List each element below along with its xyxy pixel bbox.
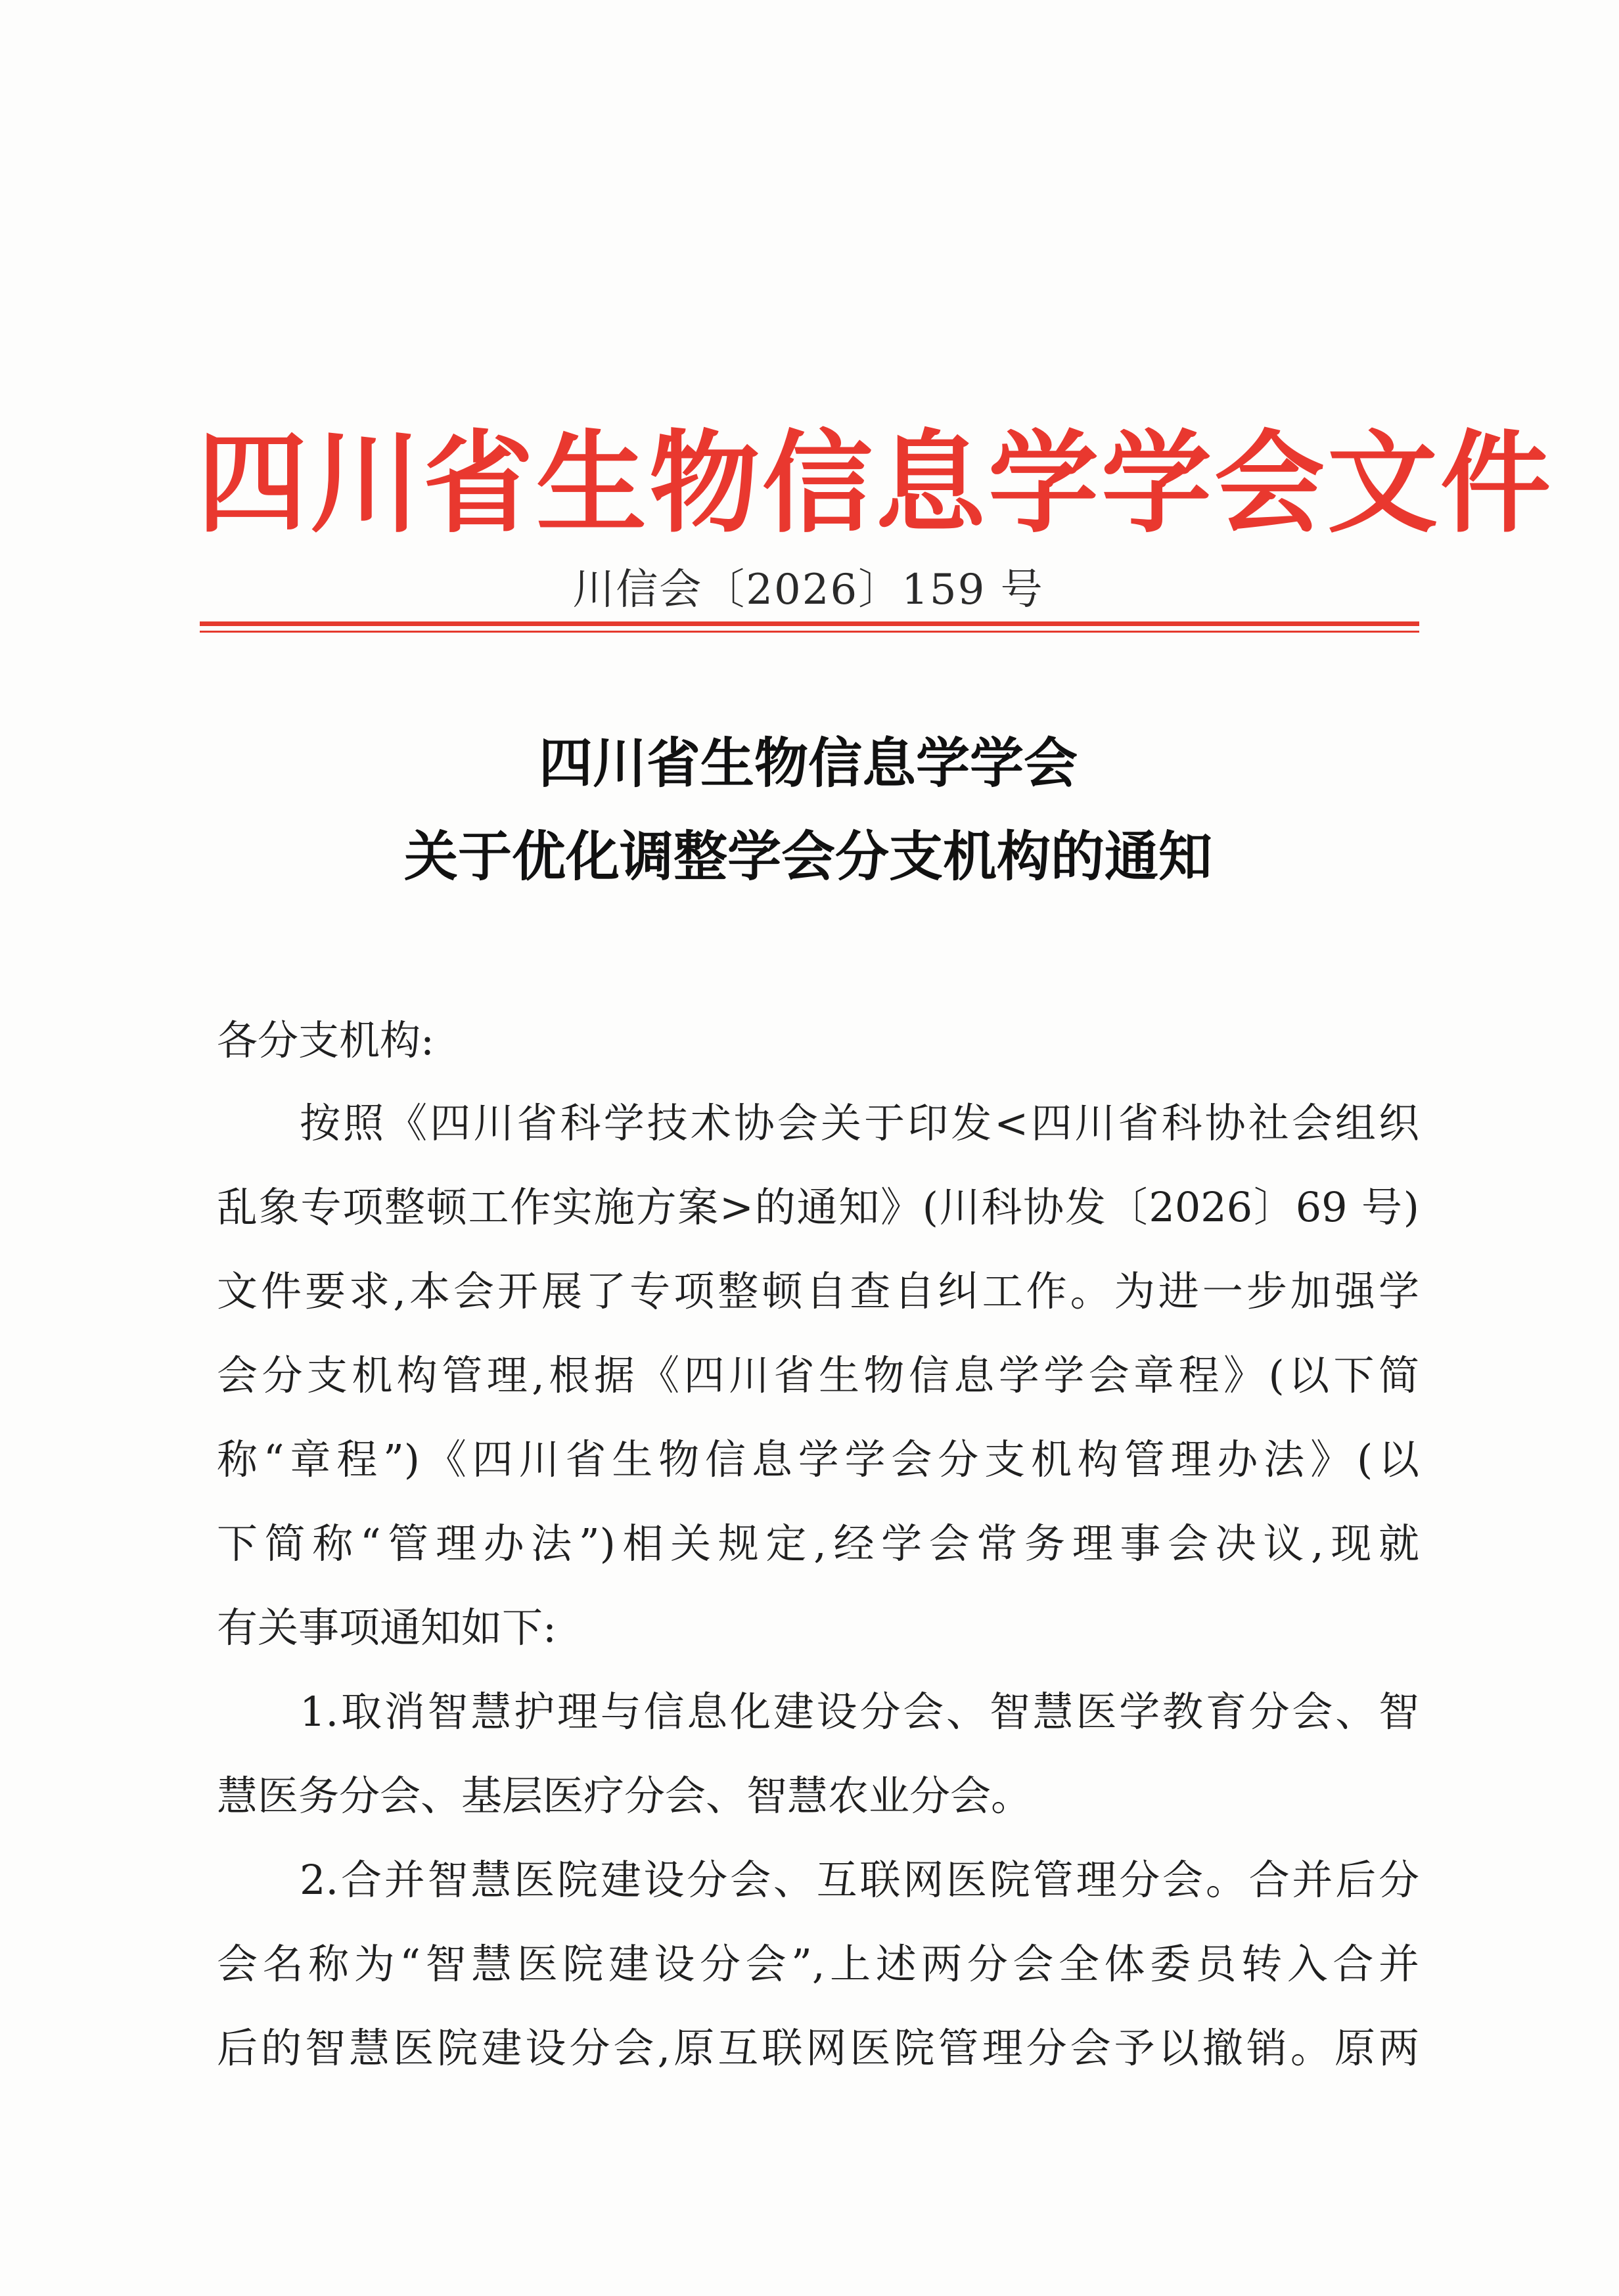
body-line: 2.合并智慧医院建设分会、互联网医院管理分会。合并后分 <box>300 1856 1419 1904</box>
notice-title-line-2: 关于优化调整学会分支机构的通知 <box>403 826 1212 888</box>
body-line: 慧医务分会、基层医疗分会、智慧农业分会。 <box>217 1772 1032 1820</box>
body-line: 下简称“管理办法”)相关规定,经学会常务理事会决议,现就 <box>217 1519 1419 1567</box>
body-line: 会分支机构管理,根据《四川省生物信息学学会章程》(以下简 <box>217 1351 1419 1399</box>
body-line: 称“章程”)《四川省生物信息学学会分支机构管理办法》(以 <box>217 1435 1419 1483</box>
org-document-title: 四川省生物信息学学会文件 <box>197 418 1553 548</box>
salutation: 各分支机构: <box>217 1016 434 1064</box>
body-line: 1.取消智慧护理与信息化建设分会、智慧医学教育分会、智 <box>300 1688 1419 1736</box>
red-separator-thin <box>200 631 1419 633</box>
body-line: 按照《四川省科学技术协会关于印发<四川省科协社会组织 <box>300 1099 1419 1147</box>
body-line: 后的智慧医院建设分会,原互联网医院管理分会予以撤销。原两 <box>217 2024 1419 2072</box>
body-line: 会名称为“智慧医院建设分会”,上述两分会全体委员转入合并 <box>217 1940 1419 1988</box>
notice-title-line-1: 四川省生物信息学学会 <box>538 732 1078 795</box>
body-line: 有关事项通知如下: <box>217 1604 557 1652</box>
red-separator-thick <box>200 621 1419 626</box>
document-number: 川信会〔2026〕159 号 <box>572 566 1044 614</box>
body-line: 乱象专项整顿工作实施方案>的通知》(川科协发〔2026〕69 号) <box>217 1183 1419 1231</box>
body-line: 文件要求,本会开展了专项整顿自查自纠工作。为进一步加强学 <box>217 1267 1419 1315</box>
